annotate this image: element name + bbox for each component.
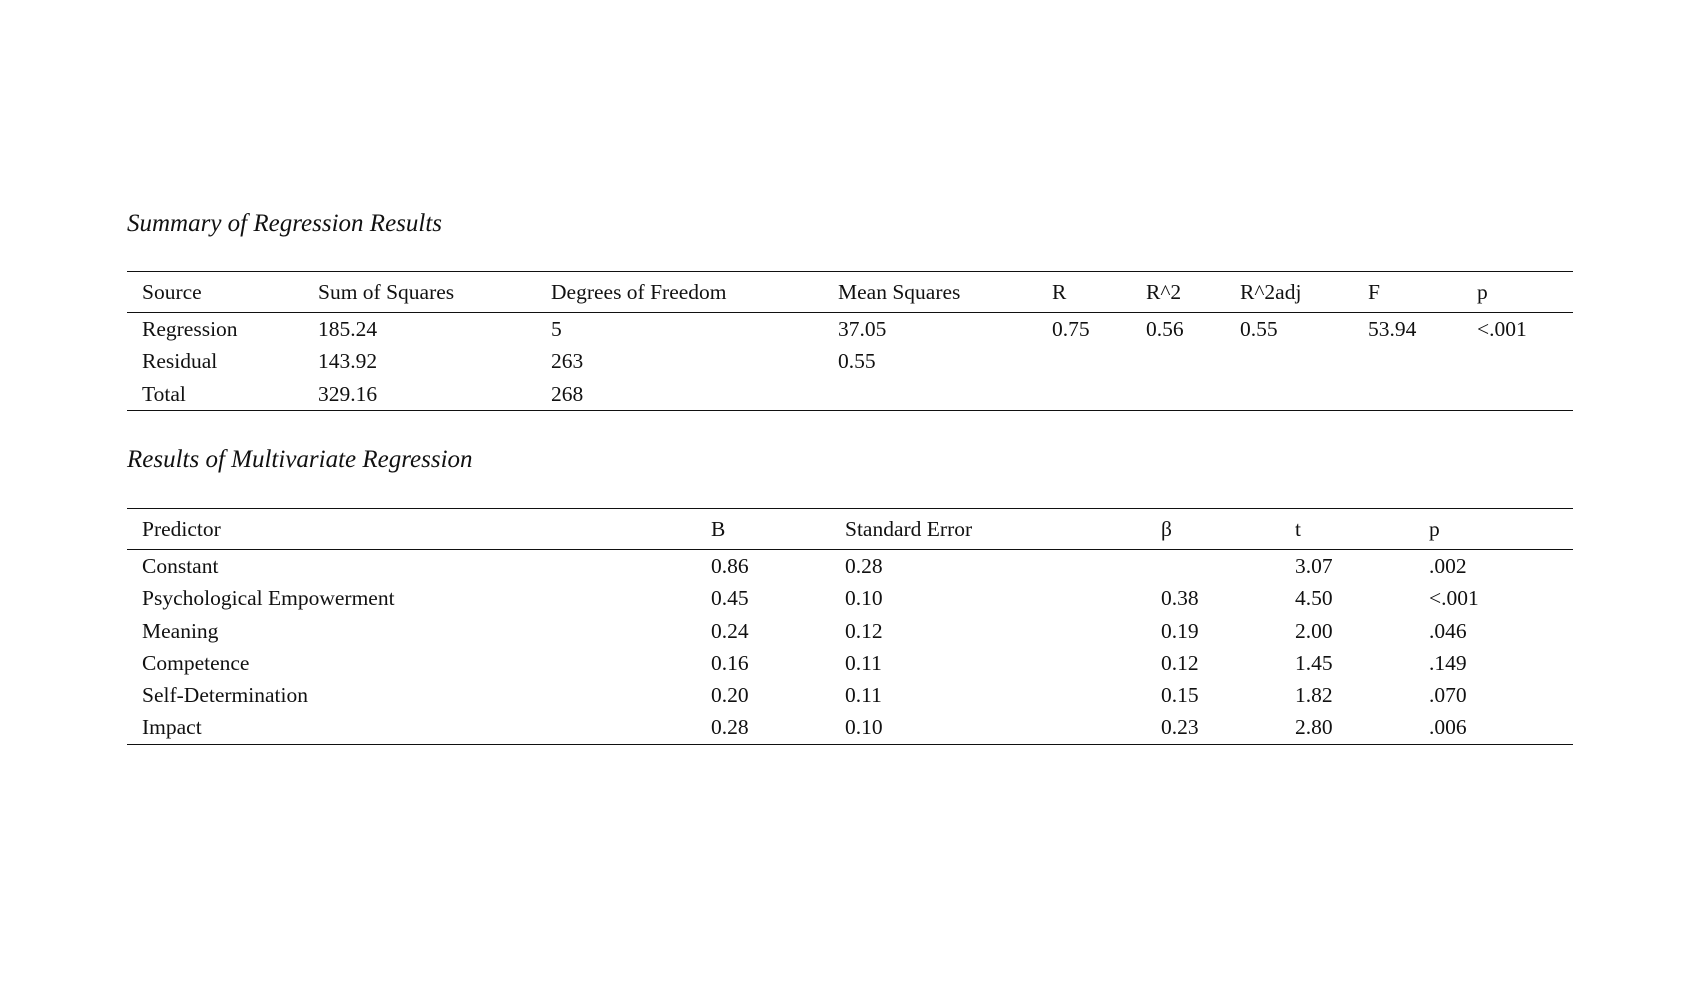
table-cell (1353, 378, 1462, 411)
table-cell: 0.55 (1240, 317, 1278, 341)
table-cell: 4.50 (1295, 586, 1333, 611)
table-cell (1353, 345, 1462, 377)
table-cell: 0.11 (845, 683, 882, 708)
table-cell (1131, 378, 1225, 411)
table-cell (1225, 378, 1353, 411)
table-cell: 0.75 (1052, 317, 1090, 341)
multivariate-table-caption: Results of Multivariate Regression (127, 446, 473, 473)
table-cell: 3.07 (1295, 554, 1333, 578)
table-cell: 2.00 (1295, 618, 1333, 643)
table-cell: .006 (1429, 715, 1467, 740)
table-cell: .002 (1429, 554, 1467, 578)
column-header-p: p (1429, 517, 1440, 541)
table-cell (1037, 345, 1131, 377)
table-cell: 0.12 (1161, 650, 1199, 675)
column-header-sum-of-squares: Sum of Squares (318, 280, 455, 304)
column-header-r-squared-adjusted: R^2adj (1240, 280, 1302, 304)
table-cell: 268 (551, 381, 584, 406)
table-row (127, 711, 1573, 744)
table-cell: 0.55 (838, 349, 876, 374)
multivariate-regression-table (127, 508, 1573, 745)
table-cell: 0.28 (711, 715, 749, 740)
table-cell: 0.56 (1146, 317, 1184, 341)
table-cell: <.001 (1477, 317, 1527, 341)
table-row (127, 582, 1573, 614)
row-label: Psychological Empowerment (142, 586, 395, 611)
table-cell: 37.05 (838, 317, 887, 341)
table-cell (1462, 345, 1573, 377)
column-header-standard-error: Standard Error (845, 517, 973, 541)
table-cell: 185.24 (318, 317, 378, 341)
table-cell: 1.82 (1295, 683, 1333, 708)
table-cell: 0.45 (711, 586, 749, 611)
table-row (127, 378, 1573, 411)
row-label: Self-Determination (142, 683, 308, 708)
table-cell (1131, 345, 1225, 377)
table-cell: 0.15 (1161, 683, 1199, 708)
table-cell: .070 (1429, 683, 1467, 708)
table-cell: 0.20 (711, 683, 749, 708)
table-row (127, 679, 1573, 711)
table-row (127, 615, 1573, 647)
summary-header-row (127, 272, 1573, 313)
table-cell: 5 (551, 317, 562, 341)
table-cell: 0.16 (711, 650, 749, 675)
column-header-predictor: Predictor (142, 517, 221, 541)
table-cell: .149 (1429, 650, 1467, 675)
table-cell: 0.12 (845, 618, 883, 643)
summary-table-caption: Summary of Regression Results (127, 210, 443, 237)
table-cell: 0.10 (845, 715, 883, 740)
table-cell (1225, 345, 1353, 377)
table-row (127, 550, 1573, 583)
table-cell: 0.19 (1161, 618, 1199, 643)
row-label: Meaning (142, 618, 219, 643)
column-header-beta: β (1161, 517, 1172, 541)
table-cell: 0.11 (845, 650, 882, 675)
table-cell (1037, 378, 1131, 411)
table-row (127, 313, 1573, 346)
table-cell: 0.86 (711, 554, 749, 578)
column-header-mean-squares: Mean Squares (838, 280, 961, 304)
table-cell: <.001 (1429, 586, 1479, 611)
table-cell: 1.45 (1295, 650, 1333, 675)
table-cell: 53.94 (1368, 317, 1417, 341)
table-cell: 143.92 (318, 349, 378, 374)
column-header-degrees-of-freedom: Degrees of Freedom (551, 280, 727, 304)
row-label: Total (142, 381, 186, 406)
table-cell (1462, 378, 1573, 411)
multivariate-header-row (127, 509, 1573, 550)
summary-regression-table (127, 271, 1573, 411)
column-header-b: B (711, 517, 726, 541)
column-header-f: F (1368, 280, 1380, 304)
table-cell: 2.80 (1295, 715, 1333, 740)
row-label: Constant (142, 554, 219, 578)
row-label: Competence (142, 650, 250, 675)
table-cell (1146, 550, 1280, 583)
table-cell: 0.24 (711, 618, 749, 643)
table-cell: 329.16 (318, 381, 378, 406)
row-label: Impact (142, 715, 202, 740)
table-cell: .046 (1429, 618, 1467, 643)
column-header-source: Source (142, 280, 202, 304)
table-cell: 0.38 (1161, 586, 1199, 611)
column-header-r-squared: R^2 (1146, 280, 1182, 304)
table-cell (823, 378, 1037, 411)
column-header-p: p (1477, 280, 1488, 304)
table-cell: 0.10 (845, 586, 883, 611)
column-header-r: R (1052, 280, 1067, 304)
column-header-t: t (1295, 517, 1301, 541)
table-row (127, 647, 1573, 679)
table-cell: 263 (551, 349, 584, 374)
table-cell: 0.23 (1161, 715, 1199, 740)
row-label: Regression (142, 317, 238, 341)
table-row (127, 345, 1573, 377)
row-label: Residual (142, 349, 218, 374)
table-cell: 0.28 (845, 554, 883, 578)
